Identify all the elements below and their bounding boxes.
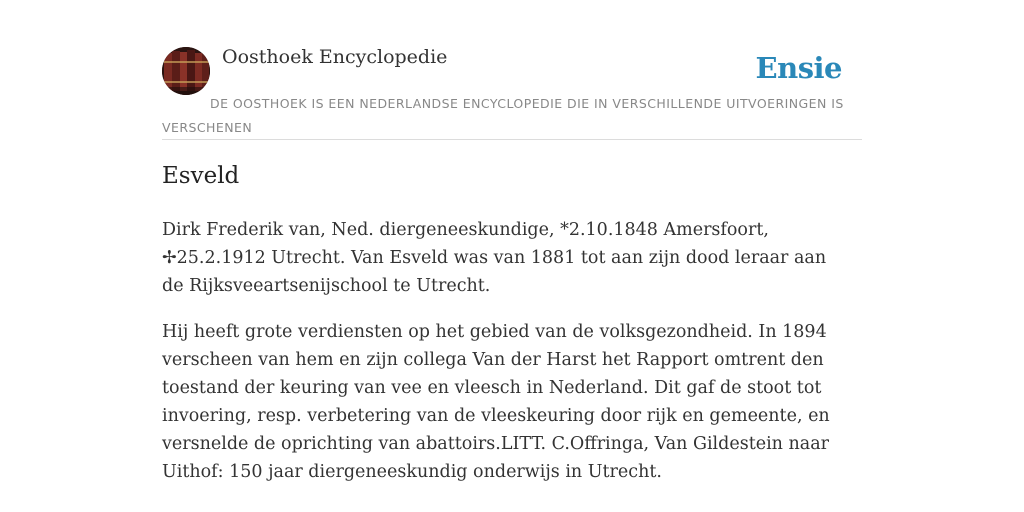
site-header: [162, 0, 862, 140]
article-body: [162, 216, 852, 504]
site-tagline: DE OOSTHOEK IS EEN NEDERLANDSE ENCYCLOPEDIE DIE IN VERSCHILLENDE UITVOERINGEN IS VERSCHENEN: [162, 96, 844, 135]
site-name-link[interactable]: Oosthoek Encyclopedie: [222, 46, 448, 68]
brand-logo-link[interactable]: Ensie: [755, 51, 842, 85]
article-paragraph: Hij heeft grote verdiensten op het gebied van de volksgezondheid. In 1894 verscheen van hem en zijn collega Van der Harst het Rapport omtrent den toestand der keuring van vee en vleesch in Nederland. Dit gaf de stoot tot invoering, resp. verbetering van de vleeskeuring door rijk en gemeente, en versnelde de oprichting van abattoirs.LITT. C.Offringa, Van Gildestein naar Uithof: 150 jaar diergeneeskundig onderwijs in Utrecht.: [162, 322, 830, 482]
books-avatar-icon[interactable]: [162, 47, 210, 95]
article-paragraph: Dirk Frederik van, Ned. diergeneeskundige, *2.10.1848 Amersfoort, ✢25.2.1912 Utrecht. Van Esveld was van 1881 tot aan zijn dood leraar aan de Rijksveeartsenijschool te Utrecht.: [162, 220, 827, 296]
article-title: Esveld: [162, 163, 240, 189]
page-container: [162, 0, 862, 482]
